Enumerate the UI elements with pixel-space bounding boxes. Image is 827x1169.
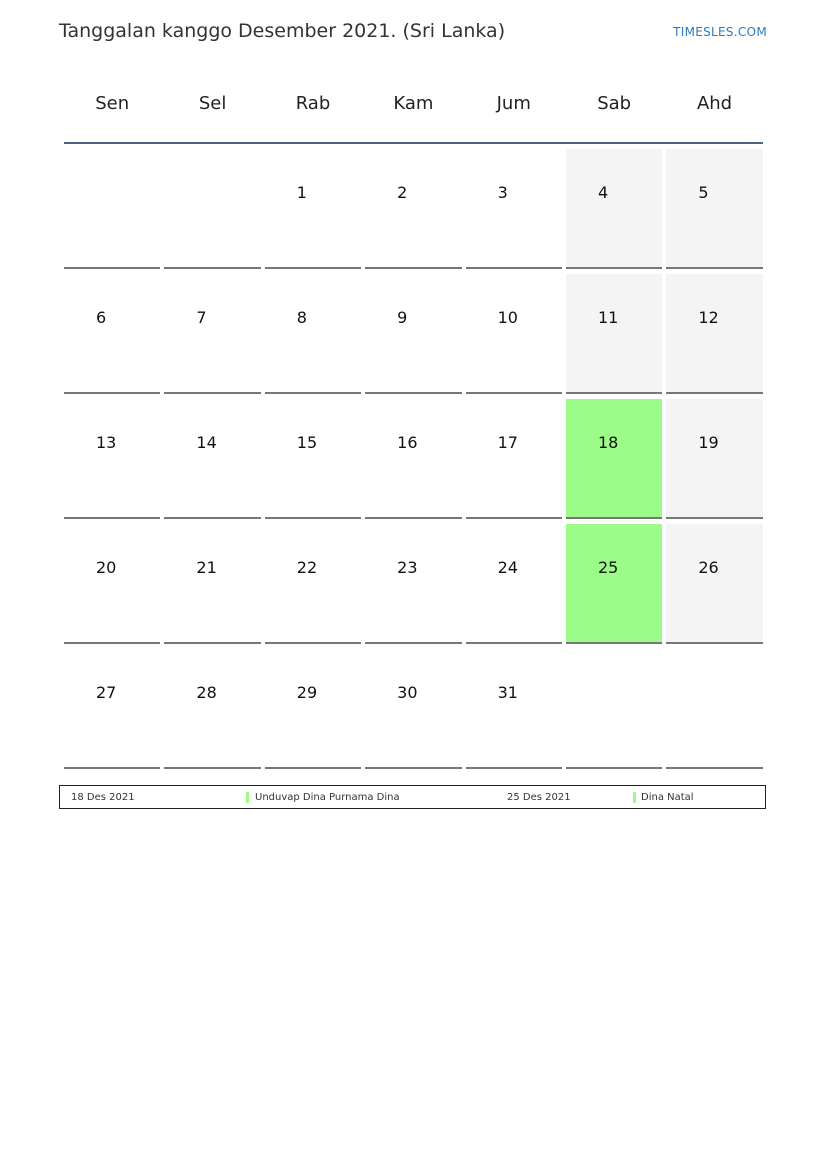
empty-day-cell <box>62 149 162 274</box>
weekday-label: Sab <box>597 93 632 114</box>
day-cell-box <box>666 149 762 269</box>
day-cell-box <box>466 149 562 269</box>
day-cell-box <box>566 149 662 269</box>
header-divider <box>64 142 763 144</box>
day-cell <box>263 524 363 649</box>
holiday-legend <box>59 785 766 809</box>
day-cell <box>464 649 564 774</box>
day-cell <box>62 524 162 649</box>
day-number: 26 <box>698 558 719 577</box>
day-cell <box>62 649 162 774</box>
weekday-label: Kam <box>393 93 434 114</box>
day-cell <box>263 649 363 774</box>
day-number: 3 <box>497 183 508 202</box>
day-cell <box>564 149 664 274</box>
day-cell-box <box>365 149 461 269</box>
day-number: 5 <box>698 183 709 202</box>
day-cell-box <box>466 274 562 394</box>
day-number: 18 <box>597 433 619 452</box>
day-cell-box <box>466 399 562 519</box>
page-title: Tanggalan kanggo Desember 2021. (Sri Lanka) <box>59 20 506 42</box>
day-cell-box <box>265 649 361 769</box>
day-cell <box>363 149 463 274</box>
day-number: 20 <box>96 558 117 577</box>
day-cell <box>464 399 564 524</box>
day-cell-box <box>466 649 562 769</box>
legend-date: 18 Des 2021 <box>71 792 135 803</box>
day-number: 6 <box>96 308 107 327</box>
day-number: 7 <box>196 308 207 327</box>
day-cell-box <box>365 274 461 394</box>
day-number: 17 <box>497 433 518 452</box>
calendar-grid <box>62 149 765 774</box>
day-cell-box <box>566 399 662 519</box>
day-cell-box <box>666 399 762 519</box>
day-cell-box <box>466 524 562 644</box>
day-cell-box <box>265 274 361 394</box>
calendar-week-row <box>62 149 765 274</box>
day-cell-box <box>64 524 160 644</box>
day-cell-box <box>666 524 762 644</box>
day-cell-box <box>64 649 160 769</box>
day-cell <box>263 274 363 399</box>
day-number: 12 <box>698 308 719 327</box>
day-cell <box>664 149 764 274</box>
day-cell-box <box>365 649 461 769</box>
day-number: 25 <box>597 558 619 577</box>
day-cell-box <box>666 649 762 769</box>
day-cell <box>162 399 262 524</box>
day-cell <box>363 524 463 649</box>
day-cell <box>464 274 564 399</box>
day-cell <box>363 649 463 774</box>
day-cell-box <box>265 524 361 644</box>
day-number: 4 <box>597 183 609 202</box>
day-number: 13 <box>96 433 117 452</box>
day-cell <box>363 274 463 399</box>
day-number: 29 <box>296 683 318 702</box>
weekday-label: Ahd <box>696 93 733 114</box>
day-cell <box>464 149 564 274</box>
holiday-day-cell <box>564 524 664 649</box>
day-cell-box <box>666 274 762 394</box>
day-number: 30 <box>397 683 418 702</box>
day-number: 8 <box>296 308 307 327</box>
weekday-label: Sel <box>198 93 227 114</box>
calendar-week-row <box>62 399 765 524</box>
day-number: 16 <box>397 433 418 452</box>
day-cell <box>564 274 664 399</box>
day-number: 24 <box>497 558 518 577</box>
day-number: 10 <box>497 308 518 327</box>
weekday-header-row <box>62 80 765 128</box>
holiday-day-cell <box>564 399 664 524</box>
day-number: 15 <box>296 433 318 452</box>
calendar-week-row <box>62 524 765 649</box>
weekday-label: Rab <box>295 93 331 114</box>
day-cell-box <box>566 274 662 394</box>
legend-holiday-name: Unduvap Dina Purnama Dina <box>255 792 400 803</box>
day-number: 31 <box>497 683 518 702</box>
day-number: 22 <box>296 558 318 577</box>
day-cell-box <box>365 524 461 644</box>
day-number: 11 <box>597 308 619 327</box>
day-cell-box <box>164 649 260 769</box>
empty-day-cell <box>162 149 262 274</box>
day-cell <box>62 399 162 524</box>
day-cell <box>664 524 764 649</box>
day-cell-box <box>64 399 160 519</box>
day-cell-box <box>265 149 361 269</box>
day-number: 9 <box>397 308 408 327</box>
day-cell <box>664 399 764 524</box>
day-cell <box>263 399 363 524</box>
day-cell-box <box>265 399 361 519</box>
empty-day-cell <box>664 649 764 774</box>
day-cell-box <box>64 149 160 269</box>
day-number: 27 <box>96 683 117 702</box>
day-number: 19 <box>698 433 719 452</box>
day-cell-box <box>566 649 662 769</box>
weekday-label: Sen <box>95 93 130 114</box>
day-cell-box <box>566 524 662 644</box>
day-number: 23 <box>397 558 418 577</box>
day-cell <box>664 274 764 399</box>
day-number: 28 <box>196 683 217 702</box>
day-number: 2 <box>397 183 408 202</box>
day-cell-box <box>164 274 260 394</box>
day-number: 21 <box>196 558 217 577</box>
day-cell-box <box>164 524 260 644</box>
day-cell-box <box>164 149 260 269</box>
day-cell <box>263 149 363 274</box>
day-cell-box <box>64 274 160 394</box>
day-cell <box>363 399 463 524</box>
brand-link[interactable]: TIMESLES.COM <box>673 25 767 39</box>
day-cell <box>162 649 262 774</box>
calendar-week-row <box>62 649 765 774</box>
legend-holiday-name: Dina Natal <box>641 792 694 803</box>
holiday-color-marker <box>246 792 249 803</box>
weekday-label: Jum <box>496 93 531 114</box>
day-cell-box <box>365 399 461 519</box>
legend-date: 25 Des 2021 <box>507 792 571 803</box>
day-number: 14 <box>196 433 217 452</box>
day-cell <box>162 274 262 399</box>
day-number: 1 <box>296 183 307 202</box>
day-cell-box <box>164 399 260 519</box>
day-cell <box>162 524 262 649</box>
holiday-color-marker <box>633 792 636 803</box>
day-cell <box>464 524 564 649</box>
empty-day-cell <box>564 649 664 774</box>
day-cell <box>62 274 162 399</box>
calendar-week-row <box>62 274 765 399</box>
